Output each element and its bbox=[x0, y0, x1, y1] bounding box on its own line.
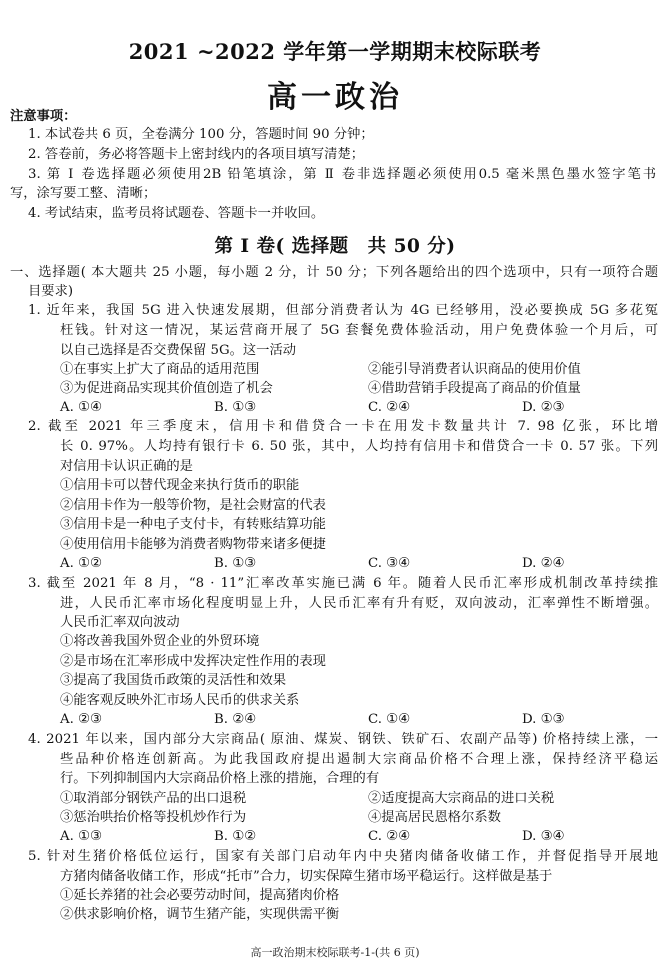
question-2-stem: 对信用卡认识正确的是 bbox=[60, 459, 193, 474]
notice-heading: 注意事项： bbox=[10, 109, 77, 124]
statement: ③为促进商品实现其价值创造了机会 bbox=[60, 381, 273, 396]
statement: ②能引导消费者认识商品的使用价值 bbox=[368, 362, 581, 377]
question-1-stem: 枉钱。针对这一情况，某运营商开展了 5G 套餐免费体验活动，用户免费体验一个月后，可 bbox=[60, 323, 658, 338]
option-d: D. ①③ bbox=[522, 712, 565, 727]
statement: ④借助营销手段提高了商品的价值量 bbox=[368, 381, 581, 396]
statement: ②适度提高大宗商品的进口关税 bbox=[368, 791, 555, 806]
notice-item: 写，涂写要工整、清晰； bbox=[10, 186, 157, 201]
section-title: 第 Ⅰ 卷( 选择题 共 50 分) bbox=[214, 236, 456, 257]
subject-title: 高一政治 bbox=[267, 80, 403, 115]
part-intro: 一、选择题( 本大题共 25 小题，每小题 2 分，计 50 分；下列各题给出的四个选项中，只有一项符合题 bbox=[10, 265, 658, 280]
question-1-stem: 以自己选择是否交费保留 5G。这一活动 bbox=[60, 343, 297, 358]
statement: ②是市场在汇率形成中发挥决定性作用的表现 bbox=[60, 654, 326, 669]
question-2-stem: 长 0. 97%。人均持有银行卡 6. 50 张，其中，人均持有信用卡和借贷合一卡 0. 57 张。下列 bbox=[60, 439, 658, 454]
question-4-stem: 些品种价格连创新高。为此我国政府提出遏制大宗商品价格不合理上涨，保持经济平稳运 bbox=[60, 752, 658, 767]
statement: ④使用信用卡能够为消费者购物带来诸多便捷 bbox=[60, 537, 326, 552]
question-5-stem: 方猪肉储备收储工作，形成“托市”合力，切实保障生猪市场平稳运行。这样做是基于 bbox=[60, 869, 553, 884]
option-b: B. ①③ bbox=[214, 400, 257, 415]
question-4-stem: 行。下列抑制国内大宗商品价格上涨的措施，合理的有 bbox=[60, 771, 380, 786]
question-1-stem: 1. 近年来，我国 5G 进入快速发展期，但部分消费者认为 4G 已经够用，没必要换成 5G 多花冤 bbox=[28, 303, 658, 318]
question-2-stem: 2. 截至 2021 年三季度末，信用卡和借贷合一卡在用发卡数量共计 7. 98 亿张，环比增 bbox=[28, 419, 658, 434]
option-a: A. ①② bbox=[60, 556, 102, 571]
statement: ①信用卡可以替代现金来执行货币的职能 bbox=[60, 478, 300, 493]
statement: ①在事实上扩大了商品的适用范围 bbox=[60, 362, 260, 377]
exam-title: 2021 ~2022 学年第一学期期末校际联考 bbox=[128, 39, 542, 64]
option-d: D. ②④ bbox=[522, 556, 565, 571]
notice-item: 1. 本试卷共 6 页，全卷满分 100 分，答题时间 90 分钟； bbox=[28, 127, 374, 142]
question-3-stem: 3. 截至 2021 年 8 月，“8 · 11”汇率改革实施已满 6 年。随着人民币汇率形成机制改革持续推 bbox=[28, 576, 658, 591]
statement: ③提高了我国货币政策的灵活性和效果 bbox=[60, 673, 287, 688]
option-b: B. ①③ bbox=[214, 556, 257, 571]
statement: ②供求影响价格，调节生猪产能，实现供需平衡 bbox=[60, 907, 340, 922]
statement: ①将改善我国外贸企业的外贸环境 bbox=[60, 634, 260, 649]
option-c: C. ③④ bbox=[368, 556, 410, 571]
statement: ③信用卡是一种电子支付卡，有转账结算功能 bbox=[60, 517, 326, 532]
notice-item: 4. 考试结束，监考员将试题卷、答题卡一并收回。 bbox=[28, 206, 325, 221]
page-footer: 高一政治期末校际联考-1-(共 6 页) bbox=[250, 946, 420, 959]
statement: ①取消部分钢铁产品的出口退税 bbox=[60, 791, 247, 806]
question-5-stem: 5. 针对生猪价格低位运行，国家有关部门启动年内中央猪肉储备收储工作，并督促指导开展地 bbox=[28, 849, 658, 864]
option-c: C. ①④ bbox=[368, 712, 410, 727]
notice-item: 3. 第 Ⅰ 卷选择题必须使用2B 铅笔填涂，第 Ⅱ 卷非选择题必须使用0.5 毫米黑色墨水签字笔书 bbox=[28, 167, 656, 182]
statement: ①延长养猪的社会必要劳动时间，提高猪肉价格 bbox=[60, 888, 340, 903]
part-intro: 目要求) bbox=[28, 284, 74, 299]
statement: ④能客观反映外汇市场人民币的供求关系 bbox=[60, 693, 300, 708]
option-d: D. ③④ bbox=[522, 829, 565, 844]
option-a: A. ①④ bbox=[60, 400, 102, 415]
option-c: C. ②④ bbox=[368, 829, 410, 844]
option-a: A. ①③ bbox=[60, 829, 102, 844]
option-c: C. ②④ bbox=[368, 400, 410, 415]
option-b: B. ①② bbox=[214, 829, 257, 844]
statement: ③惩治哄抬价格等投机炒作行为 bbox=[60, 810, 247, 825]
option-a: A. ②③ bbox=[60, 712, 102, 727]
option-d: D. ②③ bbox=[522, 400, 565, 415]
statement: ④提高居民恩格尔系数 bbox=[368, 810, 501, 825]
question-4-stem: 4. 2021 年以来，国内部分大宗商品( 原油、煤炭、钢铁、铁矿石、农副产品等) 价格持续上涨，一 bbox=[28, 732, 658, 747]
option-b: B. ②④ bbox=[214, 712, 257, 727]
question-3-stem: 进，人民币汇率市场化程度明显上升，人民币汇率有升有贬，双向波动，汇率弹性不断增强。 bbox=[60, 596, 658, 611]
question-3-stem: 人民币汇率双向波动 bbox=[60, 615, 180, 630]
notice-item: 2. 答卷前，务必将答题卡上密封线内的各项目填写清楚； bbox=[28, 147, 365, 162]
statement: ②信用卡作为一般等价物，是社会财富的代表 bbox=[60, 498, 326, 513]
